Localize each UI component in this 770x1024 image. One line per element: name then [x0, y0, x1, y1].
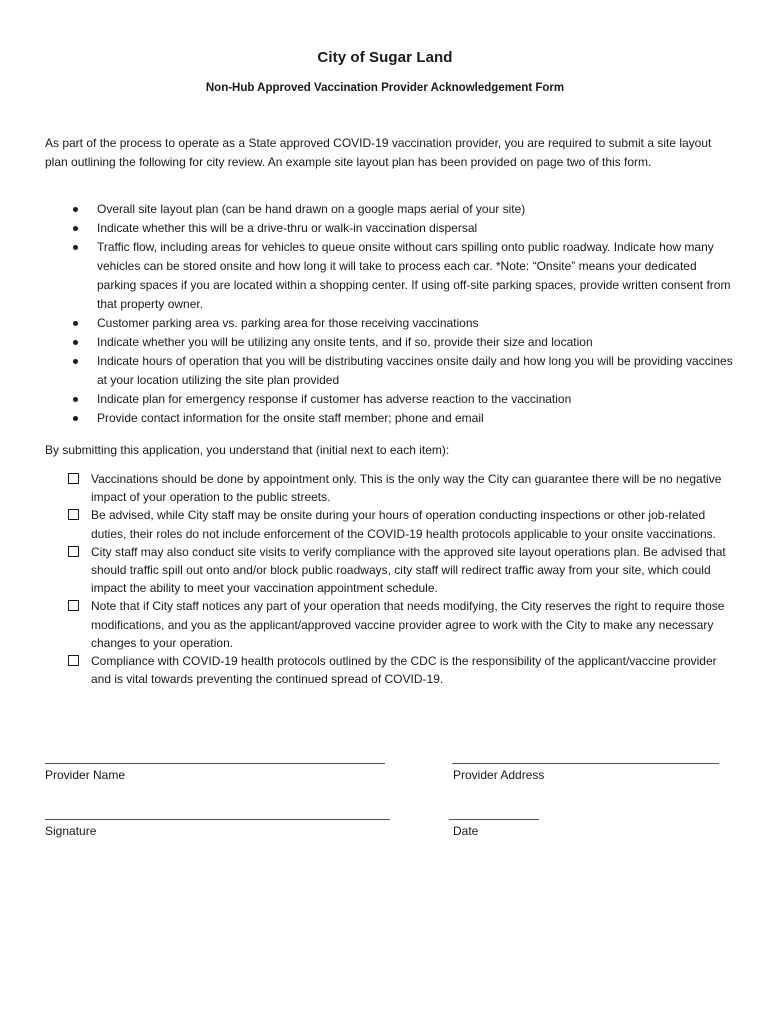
requirements-list	[73, 200, 738, 428]
acknowledgement-text: Compliance with COVID-19 health protocols outlined by the CDC is the responsibility of the applicant/vaccine provider and is vital towards preventing the continued spread of COVID-19.	[91, 654, 717, 687]
acknowledgement-item	[68, 543, 728, 598]
bullet-icon	[73, 245, 78, 250]
provider-address-line[interactable]	[452, 763, 719, 764]
bullet-icon	[73, 321, 78, 326]
date-label: Date	[453, 824, 479, 838]
acknowledgement-text: Vaccinations should be done by appointment only. This is the only way the City can guarantee there will be no negative impact of your operation to the public streets.	[91, 472, 722, 505]
bullet-icon	[73, 397, 78, 402]
acknowledgement-lead: By submitting this application, you understand that (initial next to each item):	[45, 443, 450, 457]
requirement-text: Traffic flow, including areas for vehicles to queue onsite without cars spilling onto public roadway. Indicate how many vehicles can be stored onsite and how long it will take to process each car. *Note: “Onsite” means your dedicated parking spaces if you are located within a shopping center. If using off-site parking spaces, provide written consent from that property owner.	[97, 240, 731, 311]
signature-line[interactable]	[45, 819, 390, 820]
requirement-item	[73, 238, 738, 314]
acknowledgement-text: City staff may also conduct site visits to verify compliance with the approved site layout operations plan. Be advised that should traffic spill out onto and/or block public roadways, city staff will redirect traffic away from your site, which could impact the ability to meet your vaccination appointment schedule.	[91, 544, 726, 596]
bullet-icon	[73, 207, 78, 212]
acknowledgement-text: Be advised, while City staff may be onsite during your hours of operation conducting inspections or other job-related duties, their roles do not include enforcement of the COVID-19 health protocols applicable to your onsite vaccinations.	[91, 508, 717, 541]
requirement-item	[73, 352, 738, 390]
requirement-item	[73, 409, 738, 428]
bullet-icon	[73, 226, 78, 231]
requirement-text: Indicate whether this will be a drive-thru or walk-in vaccination dispersal	[97, 221, 478, 235]
requirement-item	[73, 219, 738, 238]
bullet-icon	[73, 359, 78, 364]
acknowledgement-item	[68, 652, 728, 688]
acknowledgement-list	[68, 470, 728, 688]
acknowledgement-item	[68, 470, 728, 506]
checkbox[interactable]	[68, 473, 79, 484]
provider-address-label: Provider Address	[453, 768, 545, 782]
acknowledgement-text: Note that if City staff notices any part of your operation that needs modifying, the City reserves the right to require those modifications, and you as the applicant/approved vaccine provider agree to work with the City to make any necessary changes to your operation.	[91, 599, 725, 650]
requirement-text: Indicate hours of operation that you will be distributing vaccines onsite daily and how long you will be providing vaccines at your location utilizing the site plan provided	[97, 354, 733, 387]
document-subtitle: Non-Hub Approved Vaccination Provider Acknowledgement Form	[205, 82, 565, 94]
requirement-item	[73, 333, 738, 352]
checkbox[interactable]	[68, 509, 79, 520]
signature-label: Signature	[45, 824, 97, 838]
acknowledgement-item	[68, 597, 728, 652]
checkbox[interactable]	[68, 546, 79, 557]
requirement-text: Provide contact information for the onsite staff member; phone and email	[97, 411, 484, 425]
requirement-text: Customer parking area vs. parking area for those receiving vaccinations	[97, 316, 479, 330]
requirement-text: Indicate plan for emergency response if customer has adverse reaction to the vaccination	[97, 392, 572, 406]
provider-name-line[interactable]	[45, 763, 385, 764]
requirement-text: Indicate whether you will be utilizing any onsite tents, and if so, provide their size and location	[97, 335, 593, 349]
requirement-text: Overall site layout plan (can be hand drawn on a google maps aerial of your site)	[97, 202, 526, 216]
requirement-item	[73, 200, 738, 219]
acknowledgement-item	[68, 506, 728, 542]
provider-name-label: Provider Name	[45, 768, 126, 782]
requirement-item	[73, 390, 738, 409]
bullet-icon	[73, 416, 78, 421]
intro-paragraph: As part of the process to operate as a State approved COVID-19 vaccination provider, you are required to submit a site layout plan outlining the following for city review. An example site layout plan has been provided on page two of this form.	[45, 136, 712, 169]
requirement-item	[73, 314, 738, 333]
bullet-icon	[73, 340, 78, 345]
checkbox[interactable]	[68, 600, 79, 611]
date-line[interactable]	[449, 819, 539, 820]
checkbox[interactable]	[68, 655, 79, 666]
document-title: City of Sugar Land	[317, 49, 453, 66]
